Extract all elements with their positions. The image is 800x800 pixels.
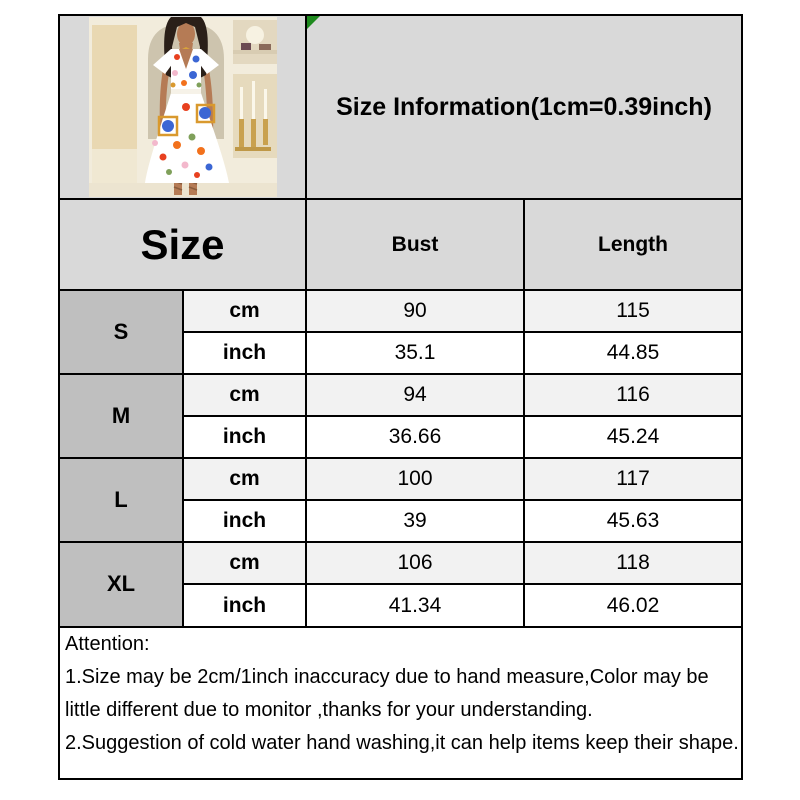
value-s-bust-inch: 35.1 — [306, 332, 524, 374]
size-chart-sheet — [58, 14, 741, 780]
size-information-title: Size Information(1cm=0.39inch) — [336, 92, 712, 121]
value-l-bust-cm: 100 — [306, 458, 524, 500]
unit-label-inch-xl: inch — [183, 584, 306, 626]
unit-label-inch-l: inch — [183, 500, 306, 542]
value-xl-length-cm: 118 — [524, 542, 742, 584]
value-l-bust-inch: 39 — [306, 500, 524, 542]
size-label-s: S — [59, 290, 183, 374]
attention-line-3: 2.Suggestion of cold water hand washing,it can help items keep their shape. — [65, 731, 739, 754]
value-l-length-cm: 117 — [524, 458, 742, 500]
column-header-bust: Bust — [306, 199, 524, 289]
attention-heading: Attention: — [65, 632, 150, 655]
unit-label-cm-xl: cm — [183, 542, 306, 584]
value-m-length-inch: 45.24 — [524, 416, 742, 458]
unit-label-cm-m: cm — [183, 374, 306, 416]
size-chart-table — [58, 14, 743, 780]
size-information-title-cell — [306, 15, 742, 199]
value-s-length-inch: 44.85 — [524, 332, 742, 374]
value-xl-bust-inch: 41.34 — [306, 584, 524, 626]
value-xl-length-inch: 46.02 — [524, 584, 742, 626]
attention-line-1: 1.Size may be 2cm/1inch inaccuracy due to hand measure,Color may be — [65, 665, 709, 688]
unit-label-inch-m: inch — [183, 416, 306, 458]
size-label-l: L — [59, 458, 183, 542]
attention-note-cell — [59, 627, 742, 779]
column-header-length: Length — [524, 199, 742, 289]
value-xl-bust-cm: 106 — [306, 542, 524, 584]
column-header-size: Size — [59, 199, 306, 289]
attention-line-2: little different due to monitor ,thanks for your understanding. — [65, 698, 593, 721]
value-s-length-cm: 115 — [524, 290, 742, 332]
product-photo — [89, 17, 277, 197]
unit-label-cm-l: cm — [183, 458, 306, 500]
value-l-length-inch: 45.63 — [524, 500, 742, 542]
product-photo-cell — [59, 15, 306, 199]
size-label-m: M — [59, 374, 183, 458]
value-s-bust-cm: 90 — [306, 290, 524, 332]
value-m-bust-cm: 94 — [306, 374, 524, 416]
green-corner-flag-icon — [307, 16, 320, 29]
unit-label-cm-s: cm — [183, 290, 306, 332]
unit-label-inch-s: inch — [183, 332, 306, 374]
size-label-xl: XL — [59, 542, 183, 626]
value-m-length-cm: 116 — [524, 374, 742, 416]
value-m-bust-inch: 36.66 — [306, 416, 524, 458]
